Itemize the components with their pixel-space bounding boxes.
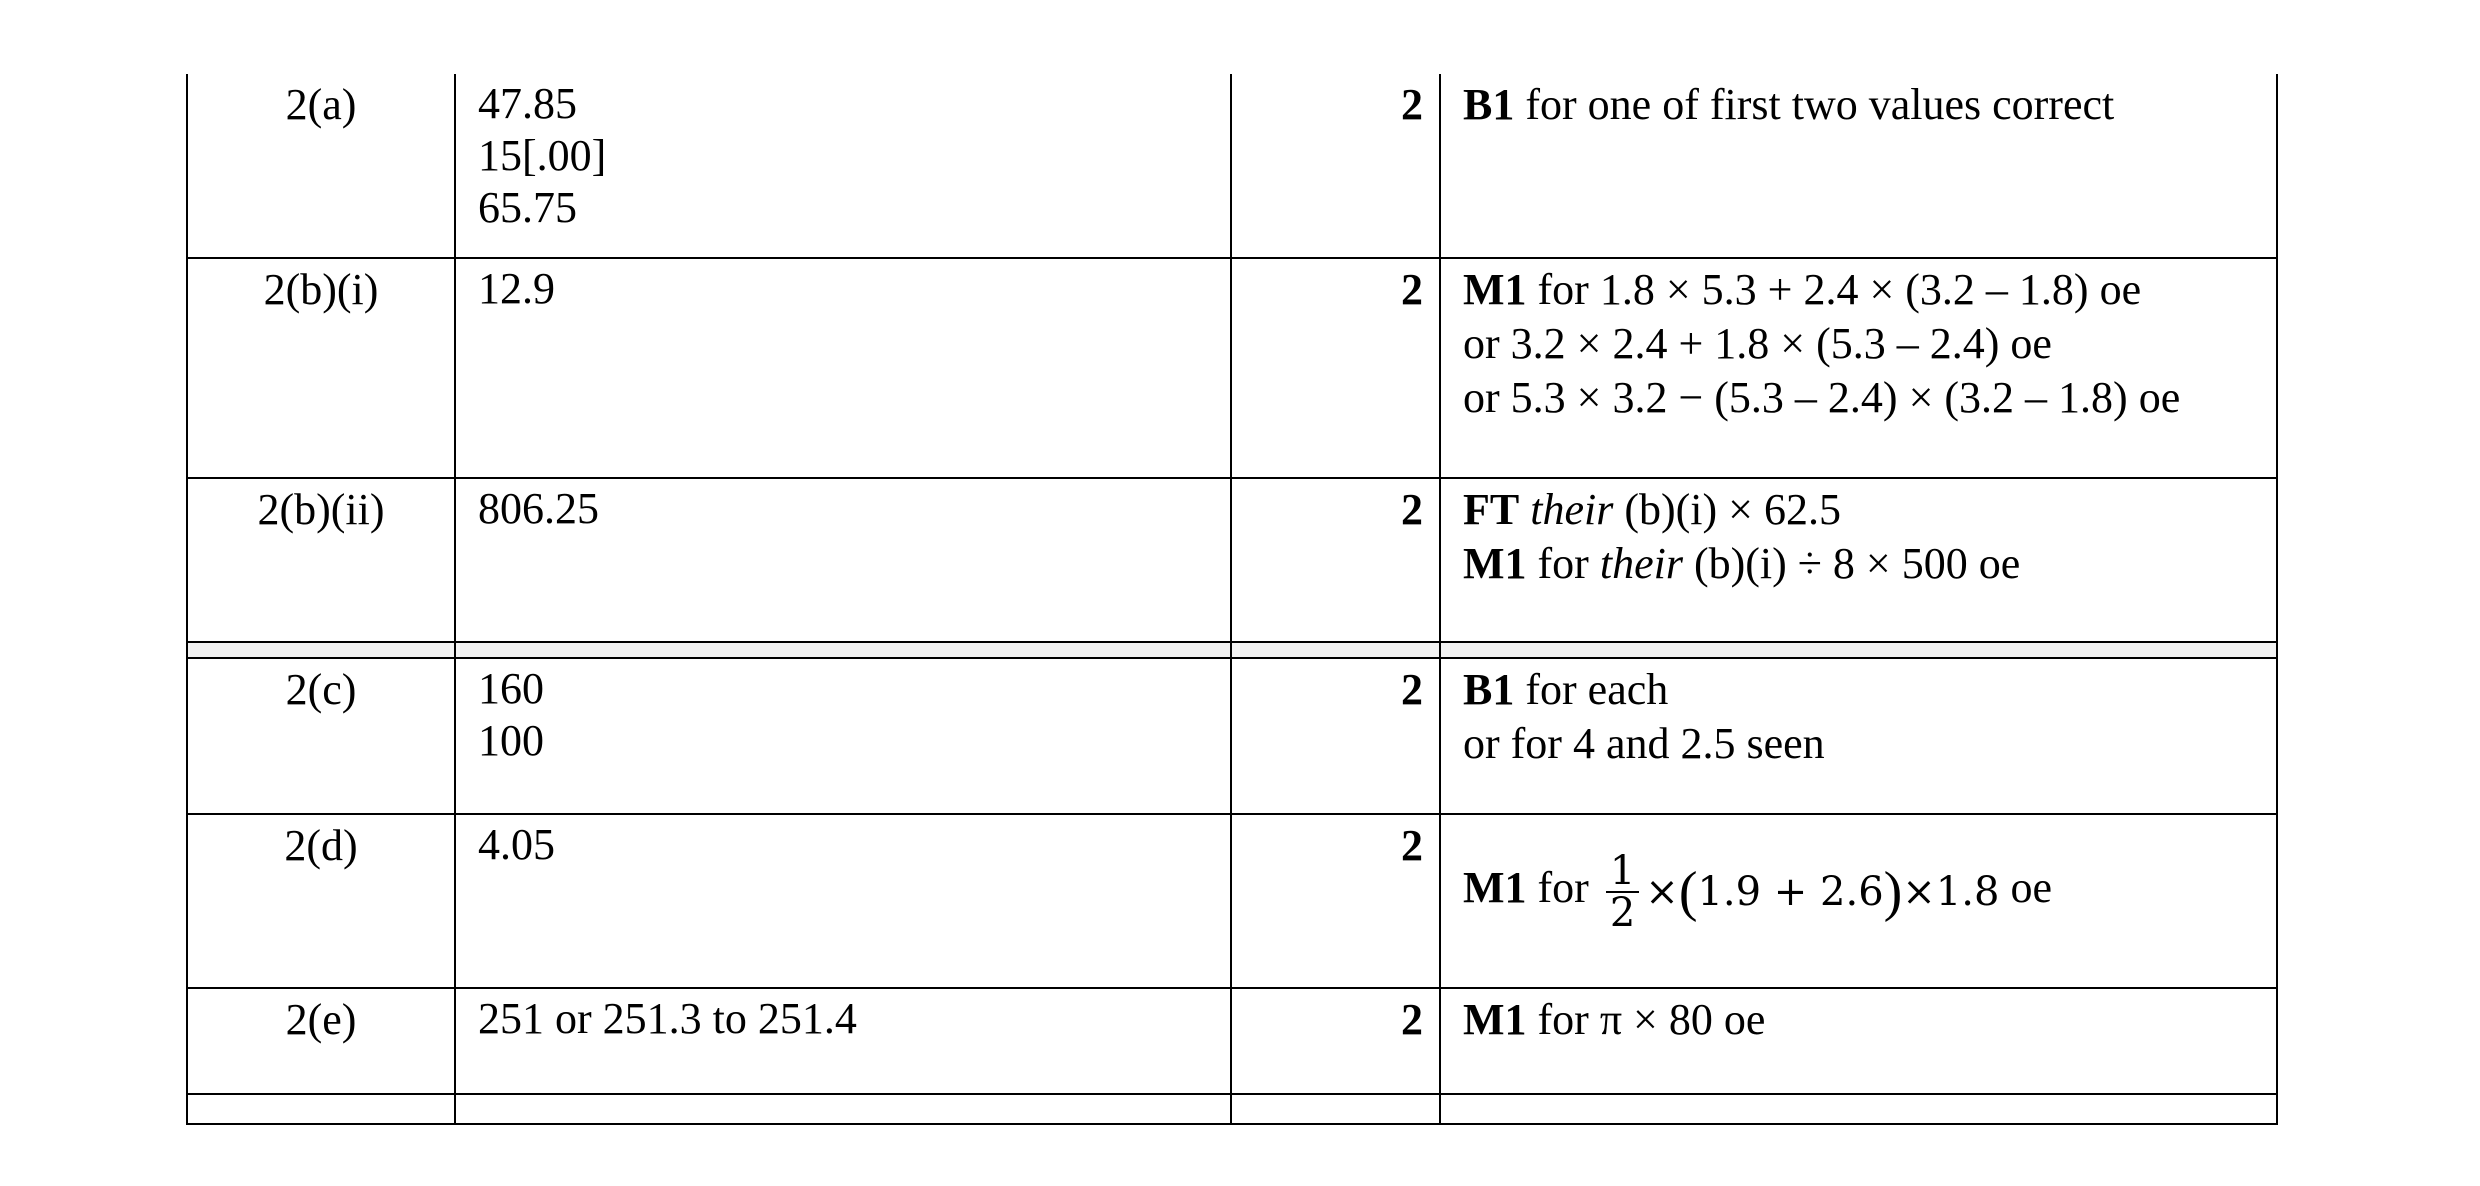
guidance-line [1463,993,2276,1047]
answer-value: 15[.00] [478,131,607,180]
table-continuation [187,1094,2277,1124]
their-italic: their [1599,539,1683,588]
marks-cell: 2 [1231,74,1440,258]
divider-cell [1231,642,1440,658]
question-number: 2(a) [187,74,455,258]
close-paren: ) [1883,860,1903,923]
answer-cell [455,74,1231,258]
guidance-line [1463,663,2276,717]
marks-cell: 2 [1231,658,1440,814]
mark-code: M1 [1463,995,1527,1044]
page-break-divider [187,642,2277,658]
table-row [187,478,2277,642]
answer-value: 4.05 [478,820,555,869]
answer-cell [455,658,1231,814]
table-row [187,658,2277,814]
table-row [187,258,2277,478]
guidance-text: (b)(i) ÷ 8 × 500 oe [1682,539,2021,588]
fraction [1606,847,1639,936]
marks-cell: 2 [1231,988,1440,1094]
guidance-line [1463,483,2276,537]
guidance-line [1463,78,2276,132]
question-number: 2(e) [187,988,455,1094]
guidance-text: for [1526,863,1600,912]
answer-value: 100 [478,716,544,765]
answer-value: 65.75 [478,183,577,232]
answer-value: 806.25 [478,484,599,533]
answer-value: 12.9 [478,264,555,313]
their-italic: their [1530,485,1614,534]
question-number: 2(b)(i) [187,258,455,478]
math-times: × [1645,868,1679,915]
mark-code: B1 [1463,80,1515,129]
guidance-cell [1440,814,2277,988]
guidance-cell [1440,74,2277,258]
question-number: 2(b)(ii) [187,478,455,642]
guidance-cell [1440,658,2277,814]
answer-value: 47.85 [478,79,577,128]
table-row [187,988,2277,1094]
fraction-denominator: 2 [1609,889,1636,936]
answer-value: 160 [478,664,544,713]
guidance-text: for one of first two values correct [1514,80,2115,129]
table-row [187,814,2277,988]
table-row [187,74,2277,258]
guidance-line: or 3.2 × 2.4 + 1.8 × (5.3 – 2.4) oe [1463,319,2052,368]
answer-cell [455,814,1231,988]
mark-code: B1 [1463,665,1515,714]
divider-cell [455,642,1231,658]
math-inner: 1.9 + 2.6 [1697,868,1884,915]
guidance-text: (b)(i) × 62.5 [1613,485,1841,534]
question-number: 2(d) [187,814,455,988]
mark-code: M1 [1463,265,1527,314]
guidance-text: oe [1999,863,2052,912]
guidance-text: for [1526,539,1600,588]
mark-scheme-table [186,74,2278,1125]
question-number: 2(c) [187,658,455,814]
answer-cell [455,258,1231,478]
guidance-cell [1440,988,2277,1094]
mark-code: M1 [1463,539,1527,588]
mark-code: FT [1463,485,1520,534]
guidance-cell [1440,258,2277,478]
continuation-cell [1231,1094,1440,1124]
divider-cell [187,642,455,658]
guidance-line [1463,843,2276,937]
guidance-text: for π × 80 oe [1526,995,1766,1044]
fraction-numerator: 1 [1606,851,1639,893]
divider-cell [1440,642,2277,658]
open-paren: ( [1678,860,1698,923]
continuation-cell [1440,1094,2277,1124]
continuation-cell [187,1094,455,1124]
guidance-line [1463,537,2276,591]
guidance-line [1463,263,2276,317]
mark-code: M1 [1463,863,1527,912]
guidance-line: or for 4 and 2.5 seen [1463,719,1825,768]
guidance-text: for 1.8 × 5.3 + 2.4 × (3.2 – 1.8) oe [1526,265,2142,314]
guidance-line: or 5.3 × 3.2 − (5.3 – 2.4) × (3.2 – 1.8) oe [1463,373,2181,422]
marks-cell: 2 [1231,258,1440,478]
marks-cell: 2 [1231,478,1440,642]
answer-cell [455,478,1231,642]
math-tail: ×1.8 [1902,868,2000,915]
answer-value: 251 or 251.3 to 251.4 [478,994,857,1043]
guidance-cell [1440,478,2277,642]
guidance-text: for each [1514,665,1669,714]
marks-cell: 2 [1231,814,1440,988]
continuation-cell [455,1094,1231,1124]
answer-cell [455,988,1231,1094]
